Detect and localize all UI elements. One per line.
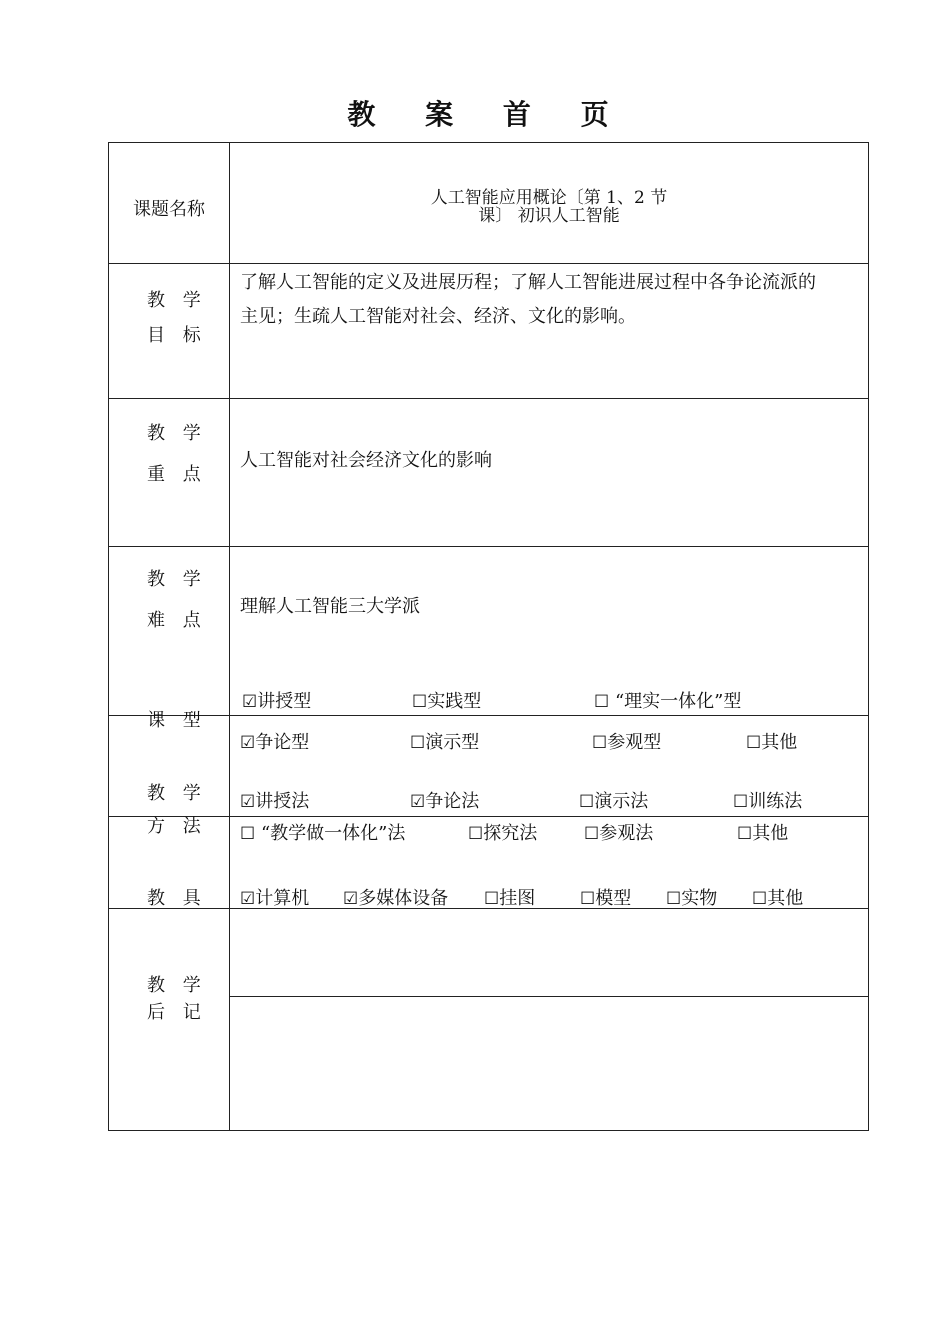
checkbox-icon[interactable]: ☐ — [484, 889, 500, 909]
tools-option-multimedia[interactable]: ☑多媒体设备 — [343, 888, 449, 909]
checkbox-icon[interactable]: ☐ — [468, 824, 484, 844]
checkbox-icon[interactable]: ☐ — [592, 733, 608, 753]
checked-checkbox-icon[interactable]: ☑ — [242, 692, 258, 712]
method-option-inquiry[interactable]: ☐探究法 — [468, 823, 538, 844]
method-option-discussion[interactable]: ☑争论法 — [410, 791, 480, 812]
checkbox-icon[interactable]: ☐ — [594, 692, 610, 712]
lesson-type-option-demo[interactable]: ☐演示型 — [410, 732, 480, 753]
postscript-input-area[interactable] — [240, 920, 860, 1120]
checked-checkbox-icon[interactable]: ☑ — [410, 792, 426, 812]
tools-option-wall-chart[interactable]: ☐挂图 — [484, 888, 536, 909]
postscript-label-line1: 教 学 — [147, 975, 207, 996]
checked-checkbox-icon[interactable]: ☑ — [343, 889, 359, 909]
goal-text-line2: 主见；生疏人工智能对社会、经济、文化的影响。 — [240, 306, 636, 327]
difficulty-label-line1: 教 学 — [147, 569, 207, 590]
goal-label-line2: 目 标 — [147, 325, 207, 346]
lesson-type-option-visit[interactable]: ☐参观型 — [592, 732, 662, 753]
topic-label: 课题名称 — [133, 199, 205, 220]
method-option-integrated[interactable]: ☐ “教学做一体化”法 — [240, 823, 406, 844]
checked-checkbox-icon[interactable]: ☑ — [240, 733, 256, 753]
column-divider — [229, 142, 230, 1131]
tools-label: 教 具 — [147, 888, 207, 909]
method-option-other[interactable]: ☐其他 — [737, 823, 789, 844]
method-option-training[interactable]: ☐训练法 — [733, 791, 803, 812]
tools-option-object[interactable]: ☐实物 — [666, 888, 718, 909]
lesson-type-label: 课 型 — [147, 710, 207, 731]
method-option-lecture[interactable]: ☑讲授法 — [240, 791, 310, 812]
checked-checkbox-icon[interactable]: ☑ — [240, 889, 256, 909]
lesson-type-option-discussion[interactable]: ☑争论型 — [240, 732, 310, 753]
row-divider — [108, 816, 869, 817]
method-option-visit[interactable]: ☐参观法 — [584, 823, 654, 844]
tools-option-model[interactable]: ☐模型 — [580, 888, 632, 909]
difficulty-text: 理解人工智能三大学派 — [240, 596, 420, 617]
checkbox-icon[interactable]: ☐ — [410, 733, 426, 753]
checkbox-icon[interactable]: ☐ — [579, 792, 595, 812]
checkbox-icon[interactable]: ☐ — [737, 824, 753, 844]
topic-value-line2: 课〕 初识人工智能 — [478, 206, 620, 226]
row-divider — [108, 715, 869, 716]
method-label-line1: 教 学 — [147, 783, 207, 804]
checkbox-icon[interactable]: ☐ — [240, 824, 256, 844]
lesson-type-option-practice[interactable]: ☐实践型 — [412, 691, 482, 712]
goal-label-line1: 教 学 — [147, 290, 207, 311]
checkbox-icon[interactable]: ☐ — [584, 824, 600, 844]
tools-option-other[interactable]: ☐其他 — [752, 888, 804, 909]
row-divider — [108, 546, 869, 547]
checkbox-icon[interactable]: ☐ — [580, 889, 596, 909]
checkbox-icon[interactable]: ☐ — [733, 792, 749, 812]
key-label-line1: 教 学 — [147, 423, 207, 444]
lesson-type-option-integrated[interactable]: ☐ “理实一体化”型 — [594, 691, 742, 712]
row-divider — [108, 398, 869, 399]
checked-checkbox-icon[interactable]: ☑ — [240, 792, 256, 812]
key-label-line2: 重 点 — [147, 464, 207, 485]
key-text: 人工智能对社会经济文化的影响 — [240, 450, 492, 471]
checkbox-icon[interactable]: ☐ — [412, 692, 428, 712]
checkbox-icon[interactable]: ☐ — [666, 889, 682, 909]
page-title: 教 案 首 页 — [347, 98, 629, 131]
method-label-line2: 方 法 — [147, 816, 207, 837]
postscript-label-line2: 后 记 — [147, 1002, 207, 1023]
lesson-type-option-lecture[interactable]: ☑讲授型 — [242, 691, 312, 712]
goal-text-line1: 了解人工智能的定义及进展历程；了解人工智能进展过程中各争论流派的 — [240, 272, 816, 293]
method-option-demo[interactable]: ☐演示法 — [579, 791, 649, 812]
checkbox-icon[interactable]: ☐ — [746, 733, 762, 753]
tools-option-computer[interactable]: ☑计算机 — [240, 888, 310, 909]
lesson-type-option-other[interactable]: ☐其他 — [746, 732, 798, 753]
row-divider — [108, 263, 869, 264]
difficulty-label-line2: 难 点 — [147, 610, 207, 631]
checkbox-icon[interactable]: ☐ — [752, 889, 768, 909]
topic-value-line1: 人工智能应用概论〔第 1、2 节 — [430, 188, 668, 208]
